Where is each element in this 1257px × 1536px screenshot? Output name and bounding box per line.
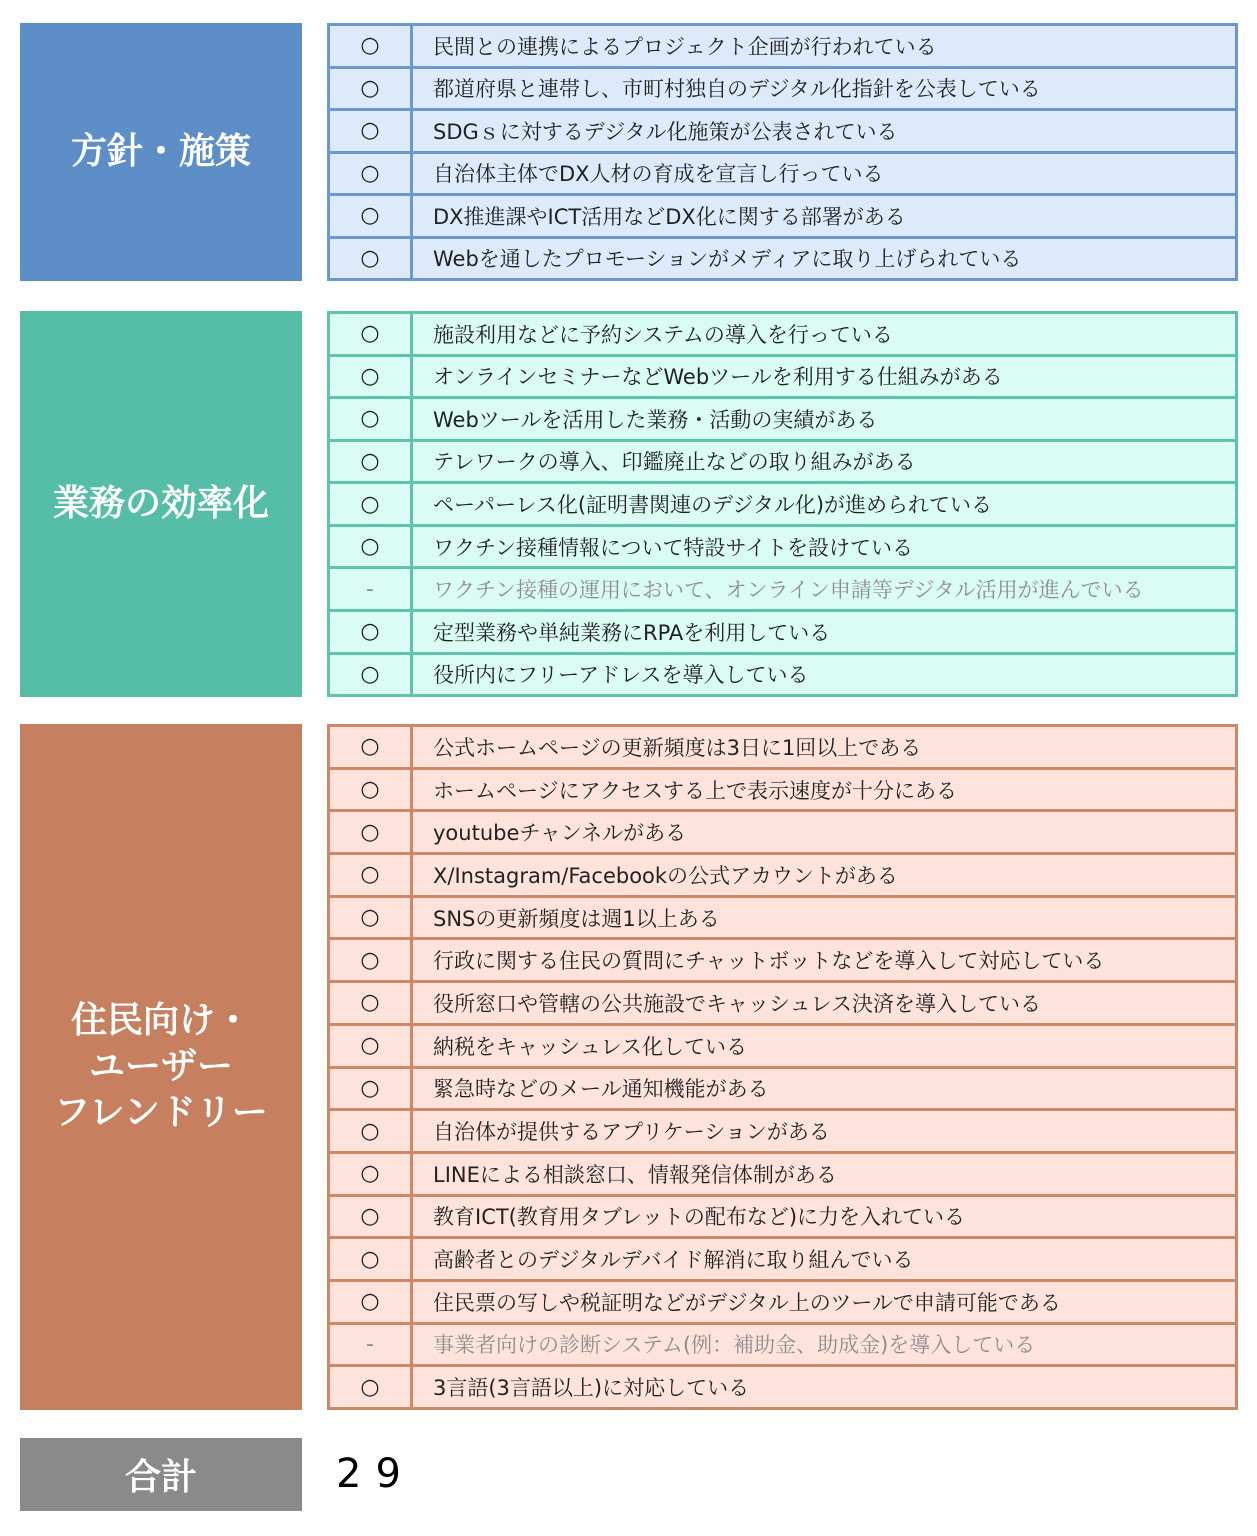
section-efficiency	[20, 311, 1238, 697]
section-policy	[20, 23, 1238, 281]
checklist-item-text: ホームページにアクセスする上で表示速度が十分にある	[433, 778, 957, 803]
checklist-row	[330, 354, 1235, 397]
check-mark: ○	[330, 69, 413, 109]
checklist-item-text: LINEによる相談窓口、情報発信体制がある	[433, 1162, 837, 1187]
check-mark: ○	[330, 26, 413, 66]
check-mark: ○	[330, 1026, 413, 1066]
checklist-row	[330, 1066, 1235, 1109]
checklist-item-text: 高齢者とのデジタルデバイド解消に取り組んでいる	[433, 1248, 914, 1273]
checklist-item-text: 定型業務や単純業務にRPAを利用している	[433, 620, 831, 645]
checklist-item-text: ペーパーレス化(証明書関連のデジタル化)が進められている	[433, 493, 993, 518]
checklist-row	[330, 481, 1235, 524]
checklist-row	[330, 396, 1235, 439]
checklist-item-text: 役所窓口や管轄の公共施設でキャッシュレス決済を導入している	[433, 991, 1041, 1016]
checklist-row	[330, 236, 1235, 279]
checklist-item-text: 住民票の写しや税証明などがデジタル上のツールで申請可能である	[433, 1290, 1061, 1315]
section-label: 業務の効率化	[20, 311, 302, 697]
total-value: 29	[336, 1451, 415, 1497]
check-mark: ○	[330, 770, 413, 810]
checklist-item-text: 施設利用などに予約システムの導入を行っている	[433, 322, 893, 347]
check-mark: ○	[330, 1154, 413, 1194]
checklist-item-text: 行政に関する住民の質問にチャットボットなどを導入して対応している	[433, 949, 1105, 974]
check-mark: ○	[330, 855, 413, 895]
checklist-row	[330, 767, 1235, 810]
check-mark: ○	[330, 1111, 413, 1151]
checklist-row	[330, 66, 1235, 109]
checklist-row	[330, 26, 1235, 66]
checklist-row	[330, 609, 1235, 652]
check-mark: ○	[330, 527, 413, 567]
check-mark: ○	[330, 655, 413, 695]
checklist-row	[330, 151, 1235, 194]
check-mark: ○	[330, 196, 413, 236]
checklist-item-text: 納税をキャッシュレス化している	[433, 1034, 747, 1059]
check-mark: ○	[330, 314, 413, 354]
check-mark: ○	[330, 812, 413, 852]
checklist-row	[330, 314, 1235, 354]
checklist-row	[330, 727, 1235, 767]
checklist-item-text: 役所内にフリーアドレスを導入している	[433, 663, 809, 688]
checklist-table	[327, 311, 1238, 697]
checklist-row	[330, 852, 1235, 895]
checklist-item-text: ワクチン接種情報について特設サイトを設けている	[433, 535, 914, 560]
checklist-table	[327, 23, 1238, 281]
check-mark: ○	[330, 898, 413, 938]
check-mark: ○	[330, 1197, 413, 1237]
checklist-item-text: DX推進課やICT活用などDX化に関する部署がある	[433, 204, 906, 229]
checklist-row	[330, 566, 1235, 609]
checklist-row	[330, 439, 1235, 482]
checklist-row	[330, 193, 1235, 236]
checklist-item-text: X/Instagram/Facebookの公式アカウントがある	[433, 863, 898, 888]
section-resident-friendly	[20, 724, 1238, 1410]
checklist-row	[330, 809, 1235, 852]
check-mark: ○	[330, 1239, 413, 1279]
checklist-table	[327, 724, 1238, 1410]
checklist-row	[330, 1151, 1235, 1194]
checklist-item-text: 公式ホームページの更新頻度は3日に1回以上である	[433, 735, 922, 760]
checklist-item-text: 事業者向けの診断システム(例：補助金、助成金)を導入している	[433, 1333, 1036, 1358]
checklist-item-text: SNSの更新頻度は週1以上ある	[433, 906, 720, 931]
checklist-row	[330, 1108, 1235, 1151]
check-mark: ○	[330, 983, 413, 1023]
check-mark: ○	[330, 239, 413, 279]
checklist-item-text: オンラインセミナーなどWebツールを利用する仕組みがある	[433, 365, 1003, 390]
checklist-item-text: 民間との連携によるプロジェクト企画が行われている	[433, 34, 937, 59]
check-mark: ○	[330, 357, 413, 397]
checklist-row	[330, 937, 1235, 980]
section-label: 方針・施策	[20, 23, 302, 281]
checklist-item-text: 自治体が提供するアプリケーションがある	[433, 1120, 830, 1145]
checklist-item-text: テレワークの導入、印鑑廃止などの取り組みがある	[433, 450, 916, 475]
check-mark: ○	[330, 399, 413, 439]
check-mark: ○	[330, 1282, 413, 1322]
checklist-item-text: Webを通したプロモーションがメディアに取り上げられている	[433, 247, 1022, 272]
check-mark: ○	[330, 111, 413, 151]
checklist-row	[330, 1236, 1235, 1279]
checklist-row	[330, 1364, 1235, 1407]
check-mark: ○	[330, 727, 413, 767]
checklist-item-text: 緊急時などのメール通知機能がある	[433, 1077, 769, 1102]
checklist-item-text: 都道府県と連帯し、市町村独自のデジタル化指針を公表している	[433, 77, 1041, 102]
checklist-item-text: Webツールを活用した業務・活動の実績がある	[433, 407, 878, 432]
check-mark: ○	[330, 154, 413, 194]
check-mark: ○	[330, 1069, 413, 1109]
total-label: 合計	[20, 1438, 302, 1511]
checklist-row	[330, 1194, 1235, 1237]
checklist-row	[330, 652, 1235, 695]
checklist-item-text: 3言語(3言語以上)に対応している	[433, 1376, 750, 1401]
checklist-row	[330, 980, 1235, 1023]
checklist-item-text: youtubeチャンネルがある	[433, 821, 687, 846]
checklist-row	[330, 108, 1235, 151]
check-mark: ○	[330, 940, 413, 980]
checklist-row	[330, 895, 1235, 938]
checklist-row	[330, 1023, 1235, 1066]
checklist-row	[330, 1322, 1235, 1365]
check-mark: ○	[330, 442, 413, 482]
check-mark: ○	[330, 484, 413, 524]
checklist-row	[330, 1279, 1235, 1322]
section-label: 住民向け・ ユーザー フレンドリー	[20, 724, 302, 1410]
check-mark: ○	[330, 612, 413, 652]
checklist-item-text: SDGｓに対するデジタル化施策が公表されている	[433, 119, 898, 144]
checklist-item-text: ワクチン接種の運用において、オンライン申請等デジタル活用が進んでいる	[433, 578, 1144, 603]
check-mark: ○	[330, 1367, 413, 1407]
checklist-item-text: 教育ICT(教育用タブレットの配布など)に力を入れている	[433, 1205, 966, 1230]
checklist-row	[330, 524, 1235, 567]
checklist-item-text: 自治体主体でDX人材の育成を宣言し行っている	[433, 162, 884, 187]
check-mark: -	[330, 1325, 413, 1365]
check-mark: -	[330, 569, 413, 609]
